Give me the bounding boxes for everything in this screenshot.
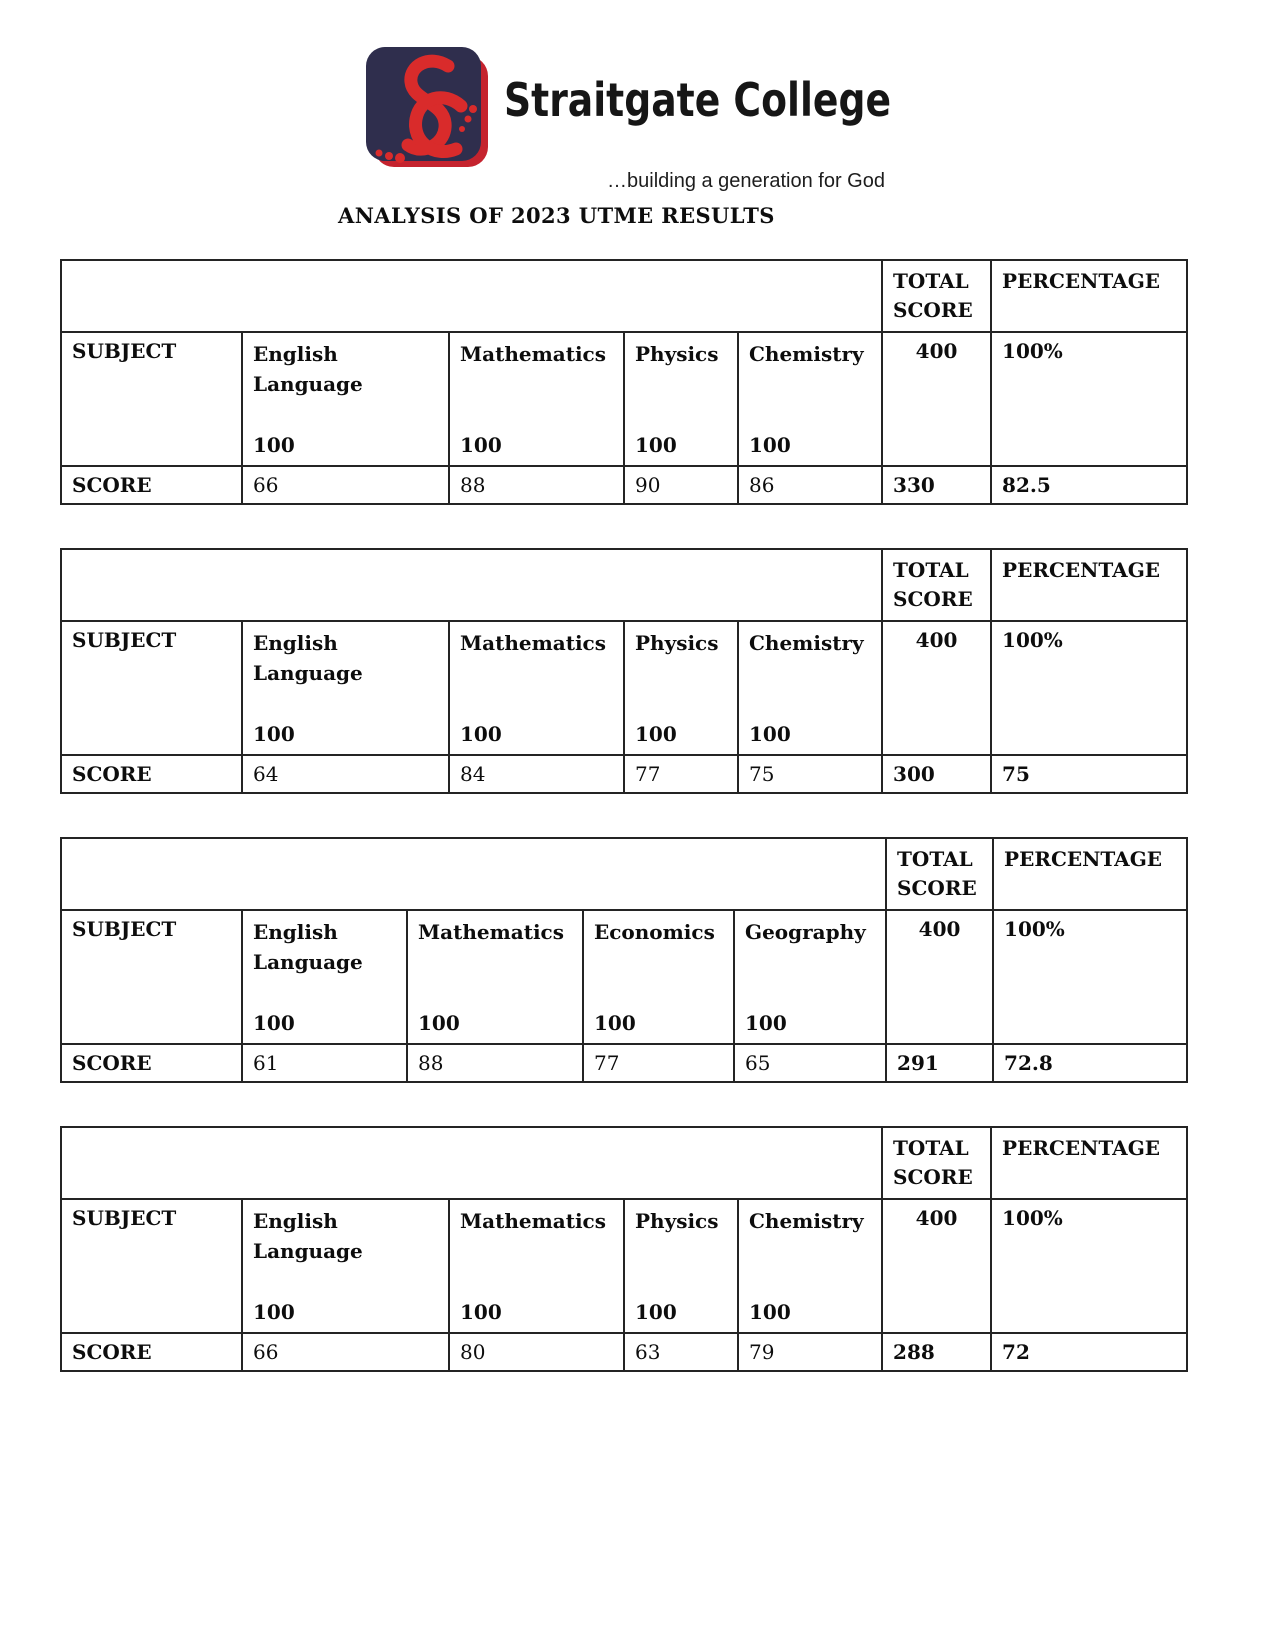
page-title: ANALYSIS OF 2023 UTME RESULTS [338,203,775,228]
percentage-header: PERCENTAGE [993,838,1187,910]
subject-label-cell: SUBJECT [61,621,242,755]
school-name: Straitgate College [504,73,892,127]
results-table-3 [60,837,1188,1083]
score-value-cell: 77 [624,755,738,793]
subject-max: 100 [594,1011,636,1035]
total-score-value-cell: 288 [882,1333,991,1371]
total-score-value-cell: 330 [882,466,991,504]
subject-max: 100 [253,1011,295,1035]
subject-max: 100 [749,433,791,457]
subject-cell [624,332,738,466]
score-value-cell: 75 [738,755,882,793]
school-logo-icon [365,46,491,170]
score-value-cell: 77 [583,1044,734,1082]
subject-name: Mathematics [460,631,606,655]
score-value-cell: 65 [734,1044,886,1082]
percentage-value-cell: 75 [991,755,1187,793]
subject-name: Physics [635,342,719,366]
subject-max: 100 [749,722,791,746]
results-table-4 [60,1126,1188,1372]
max-total-cell: 400 [882,1199,991,1333]
score-label-cell: SCORE [61,1333,242,1371]
max-percentage-cell: 100% [991,621,1187,755]
max-total-cell: 400 [882,332,991,466]
max-percentage-cell: 100% [991,1199,1187,1333]
subject-cell [407,910,583,1044]
empty-header-cell [61,1127,882,1199]
subject-cell [583,910,734,1044]
empty-header-cell [61,549,882,621]
subject-name: Mathematics [418,920,564,944]
subject-cell [242,1199,449,1333]
percentage-value-cell: 82.5 [991,466,1187,504]
score-label-cell: SCORE [61,466,242,504]
subject-name: English Language [253,342,363,396]
score-label-cell: SCORE [61,755,242,793]
subject-cell [449,1199,624,1333]
subject-cell [738,621,882,755]
score-value-cell: 63 [624,1333,738,1371]
score-value-cell: 88 [449,466,624,504]
subject-name: Mathematics [460,342,606,366]
subject-cell [449,332,624,466]
score-value-cell: 88 [407,1044,583,1082]
subject-name: Mathematics [460,1209,606,1233]
subject-label-cell: SUBJECT [61,910,242,1044]
total-score-header: TOTAL SCORE [882,260,991,332]
subject-max: 100 [253,1300,295,1324]
subject-max: 100 [745,1011,787,1035]
subject-name: Geography [745,920,866,944]
subject-max: 100 [253,433,295,457]
score-value-cell: 61 [242,1044,407,1082]
subject-cell [449,621,624,755]
total-score-header: TOTAL SCORE [882,1127,991,1199]
subject-max: 100 [418,1011,460,1035]
total-score-value-cell: 300 [882,755,991,793]
subject-name: English Language [253,631,363,685]
percentage-value-cell: 72.8 [993,1044,1187,1082]
subject-max: 100 [635,1300,677,1324]
subject-max: 100 [253,722,295,746]
subject-cell [624,1199,738,1333]
subject-name: Chemistry [749,1209,864,1233]
percentage-header: PERCENTAGE [991,1127,1187,1199]
score-label-cell: SCORE [61,1044,242,1082]
subject-name: Chemistry [749,631,864,655]
total-score-header: TOTAL SCORE [886,838,993,910]
subject-cell [242,332,449,466]
score-value-cell: 64 [242,755,449,793]
subject-name: Chemistry [749,342,864,366]
score-value-cell: 80 [449,1333,624,1371]
total-score-value-cell: 291 [886,1044,993,1082]
subject-cell [242,621,449,755]
subject-label-cell: SUBJECT [61,1199,242,1333]
score-value-cell: 66 [242,466,449,504]
subject-name: Physics [635,631,719,655]
subject-cell [624,621,738,755]
percentage-value-cell: 72 [991,1333,1187,1371]
subject-cell [242,910,407,1044]
score-value-cell: 84 [449,755,624,793]
score-value-cell: 90 [624,466,738,504]
max-percentage-cell: 100% [991,332,1187,466]
subject-name: Physics [635,1209,719,1233]
subject-max: 100 [460,1300,502,1324]
percentage-header: PERCENTAGE [991,260,1187,332]
results-table-2 [60,548,1188,794]
total-score-header: TOTAL SCORE [882,549,991,621]
max-total-cell: 400 [882,621,991,755]
max-total-cell: 400 [886,910,993,1044]
max-percentage-cell: 100% [993,910,1187,1044]
subject-max: 100 [749,1300,791,1324]
score-value-cell: 79 [738,1333,882,1371]
subject-label-cell: SUBJECT [61,332,242,466]
subject-cell [738,332,882,466]
results-table-1 [60,259,1188,505]
subject-cell [738,1199,882,1333]
score-value-cell: 66 [242,1333,449,1371]
subject-max: 100 [460,433,502,457]
subject-max: 100 [635,433,677,457]
empty-header-cell [61,260,882,332]
subject-name: Economics [594,920,715,944]
empty-header-cell [61,838,886,910]
school-tagline: …building a generation for God [607,170,885,192]
subject-max: 100 [460,722,502,746]
percentage-header: PERCENTAGE [991,549,1187,621]
subject-name: English Language [253,920,363,974]
subject-max: 100 [635,722,677,746]
subject-name: English Language [253,1209,363,1263]
subject-cell [734,910,886,1044]
score-value-cell: 86 [738,466,882,504]
